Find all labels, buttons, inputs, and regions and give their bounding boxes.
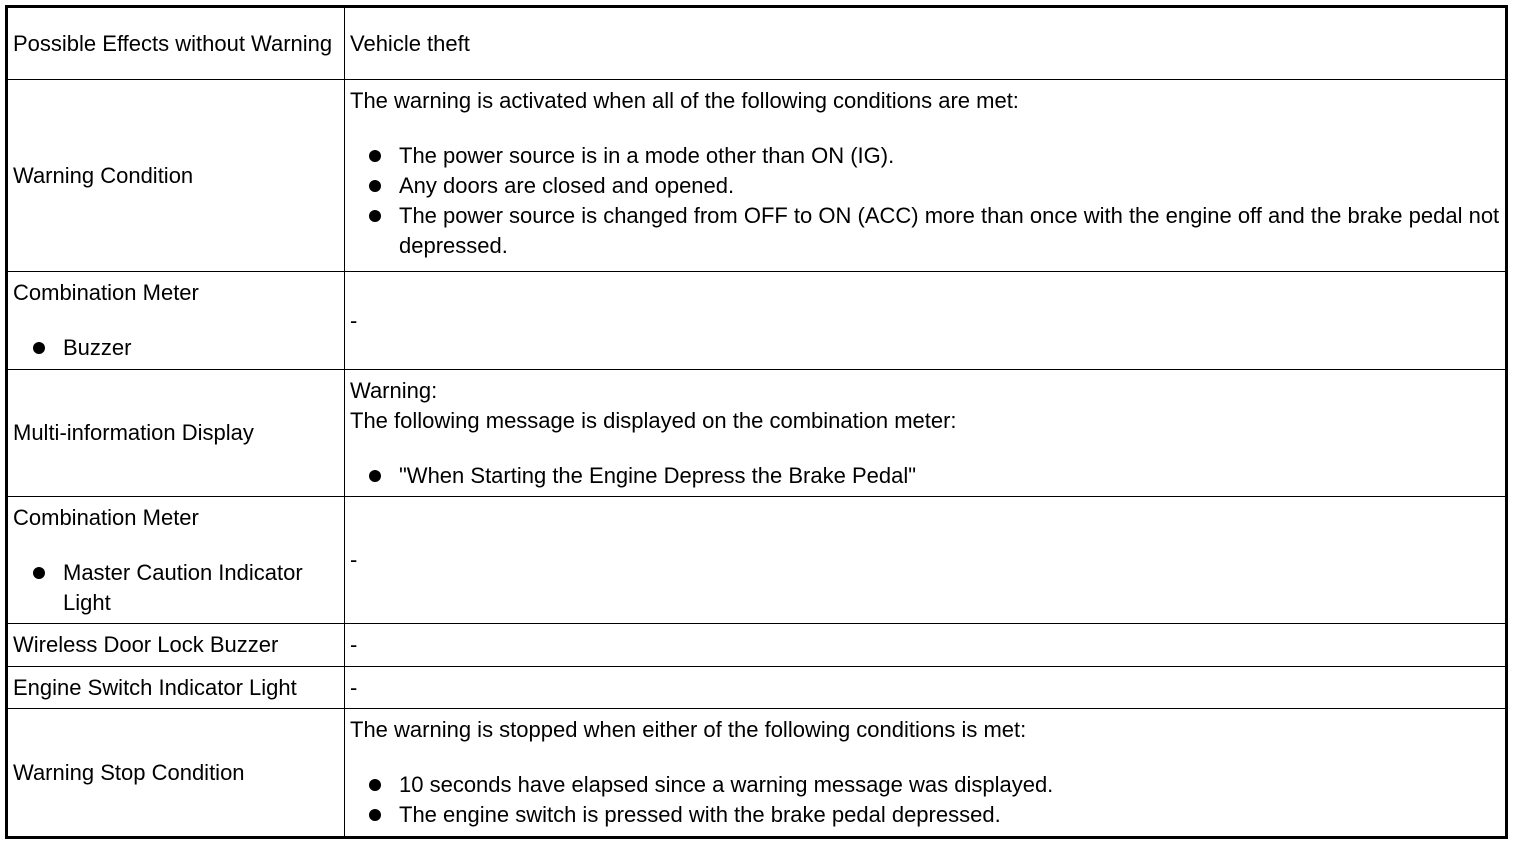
- bullet-icon: [369, 210, 381, 222]
- bullet-icon: [369, 779, 381, 791]
- bullet-icon: [369, 180, 381, 192]
- list-item-text: Buzzer: [63, 335, 132, 360]
- list-item-text: The power source is changed from OFF to ON (ACC) more than once with the engine off and the brake pedal not depressed.: [399, 203, 1500, 258]
- table-row: [7, 80, 1507, 272]
- row-label: [7, 272, 345, 370]
- bullet-icon: [369, 809, 381, 821]
- row-label-text: Engine Switch Indicator Light: [13, 674, 297, 700]
- row-value-text: -: [350, 632, 358, 657]
- intro-text: The following message is displayed on the combination meter:: [350, 408, 957, 433]
- row-value-text: -: [350, 674, 358, 700]
- row-value: [345, 624, 1507, 667]
- list-item-text: 10 seconds have elapsed since a warning message was displayed.: [399, 772, 1054, 797]
- table-row: [7, 667, 1507, 709]
- row-value: [345, 497, 1507, 624]
- row-value-text: -: [350, 307, 358, 333]
- table-row: [7, 7, 1507, 80]
- list-item: [350, 461, 1500, 491]
- list-item-text: The engine switch is pressed with the brake pedal depressed.: [399, 802, 1001, 827]
- row-value-text: Vehicle theft: [350, 30, 470, 56]
- label-list: [13, 558, 339, 618]
- list-item: [350, 141, 1500, 171]
- row-value: [345, 370, 1507, 497]
- row-label-text: Possible Effects without Warning: [13, 30, 333, 56]
- row-value: [345, 667, 1507, 709]
- message-list: [350, 461, 1500, 491]
- table-row: [7, 624, 1507, 667]
- bullet-icon: [369, 470, 381, 482]
- list-item-text: The power source is in a mode other than ON (IG).: [399, 143, 895, 168]
- row-label: [7, 7, 345, 80]
- row-label-text: Combination Meter: [13, 505, 199, 530]
- row-label-text: Multi-information Display: [13, 420, 254, 445]
- bullet-icon: [33, 567, 45, 579]
- row-value-text: -: [350, 547, 358, 572]
- list-item: [13, 558, 339, 618]
- row-value: [345, 272, 1507, 370]
- row-label: [7, 709, 345, 838]
- list-item: [350, 171, 1500, 201]
- condition-list: [350, 141, 1500, 261]
- list-item-text: Any doors are closed and opened.: [399, 173, 735, 198]
- intro-text: Warning:: [350, 378, 438, 403]
- row-label-text: Wireless Door Lock Buzzer: [13, 632, 279, 657]
- list-item-text: "When Starting the Engine Depress the Brake Pedal": [399, 463, 917, 488]
- label-list: [13, 333, 339, 363]
- row-value: [345, 709, 1507, 838]
- table-row: [7, 272, 1507, 370]
- list-item-text: Master Caution Indicator Light: [63, 560, 303, 615]
- row-label-text: Warning Stop Condition: [13, 759, 245, 785]
- bullet-icon: [369, 150, 381, 162]
- table-row: [7, 497, 1507, 624]
- list-item: [13, 333, 339, 363]
- table-row: [7, 370, 1507, 497]
- list-item: [350, 201, 1500, 261]
- row-label-text: Combination Meter: [13, 280, 199, 305]
- warning-spec-table: [5, 5, 1508, 839]
- row-label: [7, 370, 345, 497]
- row-label: [7, 80, 345, 272]
- row-label: [7, 624, 345, 667]
- bullet-icon: [33, 342, 45, 354]
- intro-text: The warning is activated when all of the following conditions are met:: [350, 88, 1019, 113]
- list-item: [350, 800, 1500, 830]
- list-item: [350, 770, 1500, 800]
- row-label: [7, 667, 345, 709]
- row-label: [7, 497, 345, 624]
- row-label-text: Warning Condition: [13, 162, 194, 188]
- intro-text: The warning is stopped when either of the following conditions is met:: [350, 717, 1027, 742]
- row-value: [345, 7, 1507, 80]
- row-value: [345, 80, 1507, 272]
- stop-condition-list: [350, 770, 1500, 830]
- table-row: [7, 709, 1507, 838]
